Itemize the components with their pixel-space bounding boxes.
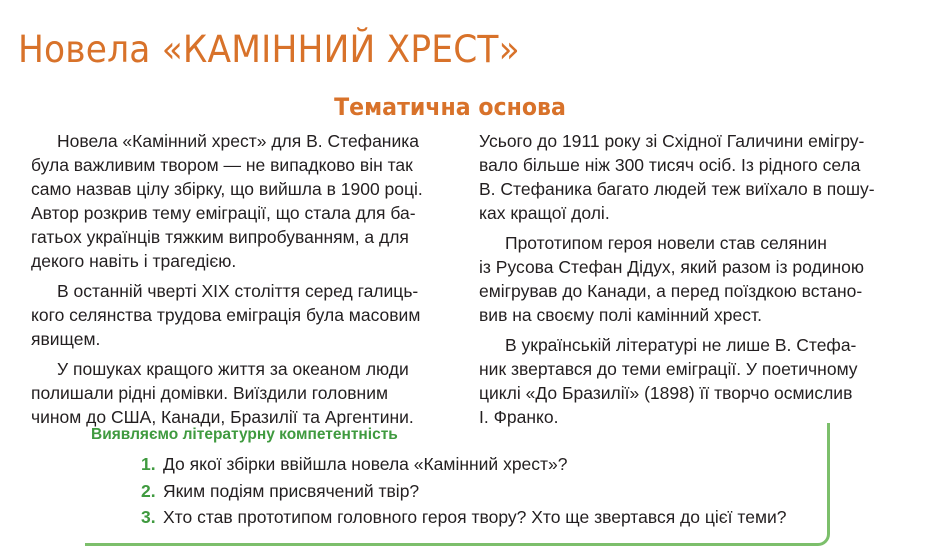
paragraph	[479, 129, 884, 225]
paragraph	[479, 333, 884, 429]
text-line: В українській літературі не лише В. Стефа-	[505, 335, 857, 355]
text-line: явищем.	[31, 329, 101, 349]
question-number: 2.	[141, 481, 156, 501]
text-line: ник звертався до теми еміграції. У поетичному	[479, 359, 858, 379]
question-item	[141, 507, 787, 528]
text-line: Новела «Камінний хрест» для В. Стефаника	[57, 131, 420, 151]
question-number: 3.	[141, 507, 156, 527]
paragraph	[479, 231, 884, 327]
text-line: була важливим твором — не випадково він так	[31, 155, 413, 175]
text-line: Автор розкрив тему еміграції, що стала для ба-	[31, 203, 416, 223]
text-line: Прототипом героя новели став селянин	[505, 233, 827, 253]
text-line: У пошуках кращого життя за океаном люди	[57, 359, 409, 379]
question-text: До якої збірки ввійшла новела «Камінний хрест»?	[163, 454, 568, 474]
question-number: 1.	[141, 454, 156, 474]
text-line: Усього до 1911 року зі Східної Галичини емігру-	[479, 131, 865, 151]
text-line: циклі «До Бразилії» (1898) її творчо осмислив	[479, 383, 853, 403]
left-text-column	[31, 129, 429, 435]
text-line: само назвав цілу збірку, що вийшла в 1900 році.	[31, 179, 423, 199]
text-line: чином до США, Канади, Бразилії та Аргентини.	[31, 407, 414, 427]
questions-heading: Виявляємо літературну компетентність	[91, 426, 398, 443]
text-line: гатьох українців тяжким випробуванням, а для	[31, 227, 409, 247]
section-subtitle	[0, 93, 900, 121]
paragraph	[31, 129, 429, 273]
section-subtitle-text: Тематична основа	[334, 93, 566, 121]
text-line: вало більше ніж 300 тисяч осіб. Із рідного села	[479, 155, 861, 175]
text-line: І. Франко.	[479, 407, 559, 427]
text-line: ках кращої долі.	[479, 203, 610, 223]
question-item	[141, 481, 419, 502]
page-title: Новела «КАМІННИЙ ХРЕСТ»	[18, 28, 520, 71]
question-text: Яким подіям присвячений твір?	[163, 481, 420, 501]
paragraph	[31, 357, 429, 429]
text-line: емігрував до Канади, а перед поїздкою встано-	[479, 281, 863, 301]
text-line: вив на своєму полі камінний хрест.	[479, 305, 762, 325]
text-line: кого селянства трудова еміграція була масовим	[31, 305, 421, 325]
text-line: із Русова Стефан Дідух, який разом із родиною	[479, 257, 865, 277]
question-text: Хто став прототипом головного героя твору? Хто ще звертався до цієї теми?	[163, 507, 787, 527]
text-line: В останній чверті XIX століття серед галиць-	[57, 281, 419, 301]
text-line: декого навіть і трагедією.	[31, 251, 237, 271]
right-text-column	[479, 129, 884, 435]
text-line: В. Стефаника багато людей теж виїхало в пошу-	[479, 179, 875, 199]
question-item	[141, 454, 568, 475]
text-line: полишали рідні домівки. Виїздили головним	[31, 383, 389, 403]
paragraph	[31, 279, 429, 351]
